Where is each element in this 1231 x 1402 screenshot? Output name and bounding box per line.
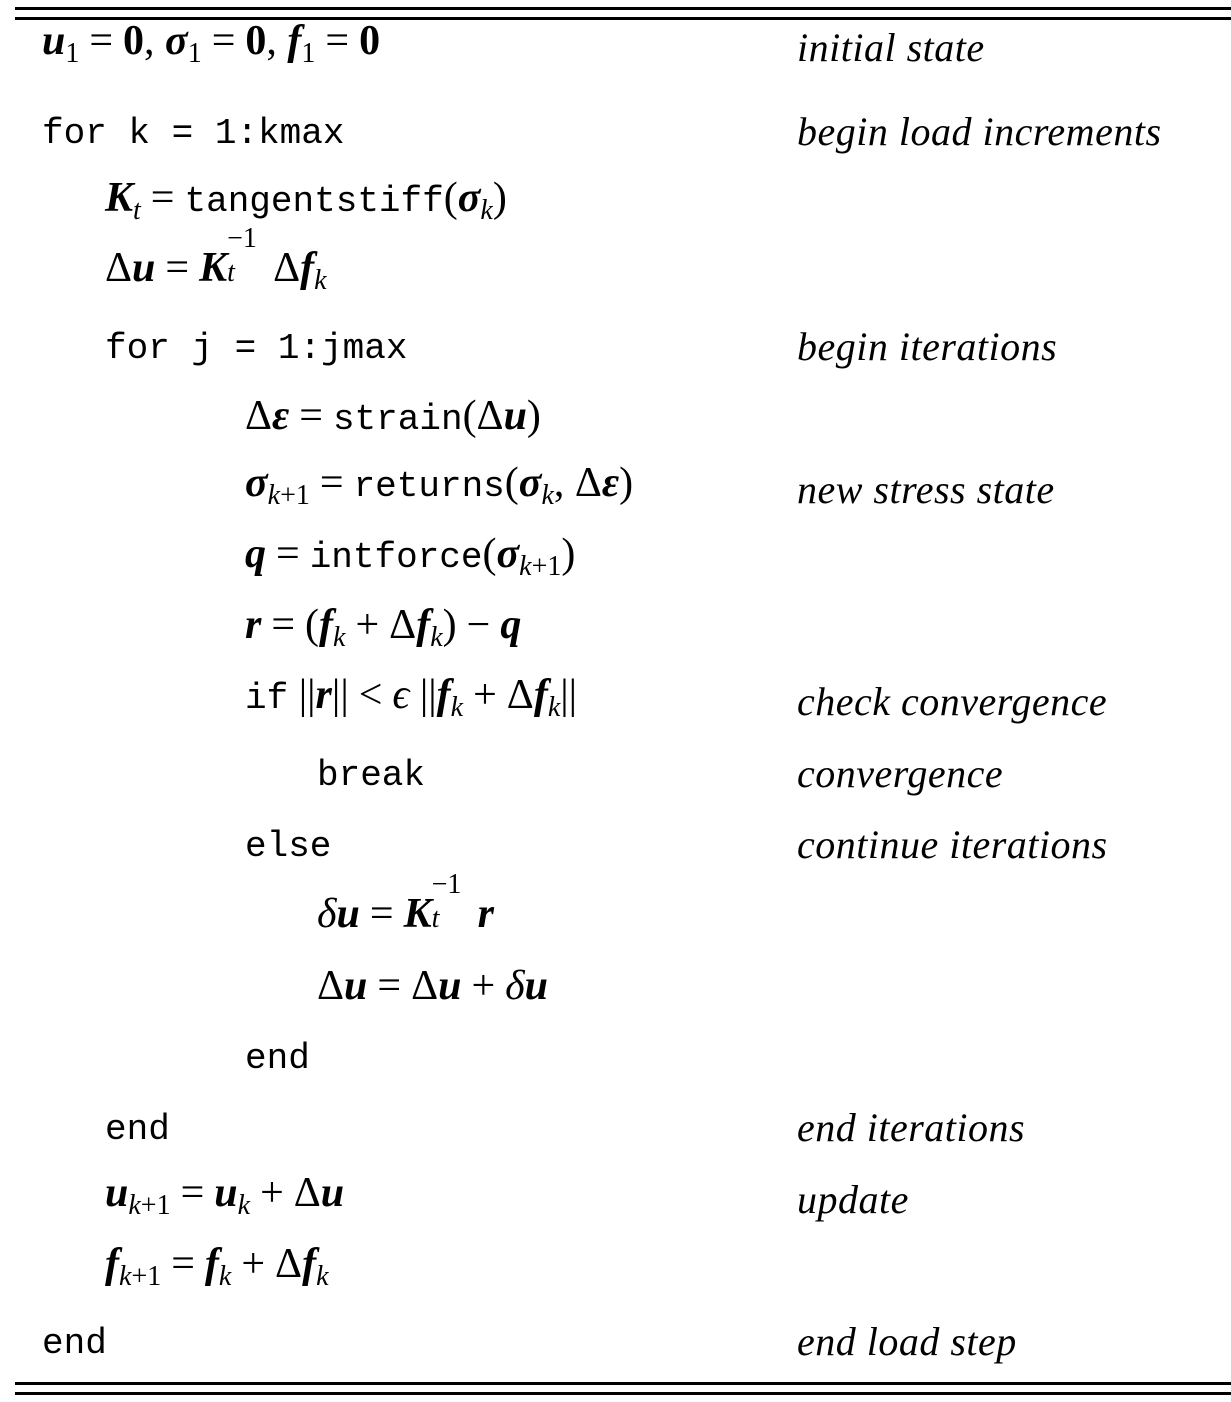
row-init — [0, 8, 1231, 68]
code-for-k: for k = 1:kmax — [42, 113, 345, 154]
row-end-if — [0, 1017, 1231, 1077]
row-update-f — [0, 1231, 1231, 1291]
code-strain: Δε = strain(Δu) — [245, 393, 541, 440]
comment-update: update — [797, 1177, 909, 1222]
code-end-if: end — [245, 1038, 310, 1079]
comment-end-load-step: end load step — [797, 1319, 1017, 1364]
code-end-j: end — [105, 1109, 170, 1150]
code-delta-u-update: Δu = Δu + δu — [317, 963, 549, 1009]
row-if — [0, 662, 1231, 722]
fn-returns: returns — [353, 466, 505, 507]
comment-end-iterations: end iterations — [797, 1105, 1026, 1150]
row-else — [0, 805, 1231, 865]
fn-tangentstiff: tangentstiff — [184, 181, 444, 222]
comment-convergence: convergence — [797, 751, 1004, 796]
row-update-u — [0, 1160, 1231, 1220]
row-residual — [0, 592, 1231, 652]
row-for-k — [0, 92, 1231, 152]
row-delta-small-u — [0, 869, 1231, 937]
comment-new-stress-state: new stress state — [797, 467, 1055, 512]
row-intforce — [0, 521, 1231, 581]
code-update-f: $f_k+1 = f_k + \Delta f_k$ — [105, 1241, 329, 1292]
code-init: u1 = 0, σ1 = 0, f1 = 0 — [42, 18, 381, 69]
row-break — [0, 734, 1231, 794]
row-for-j — [0, 307, 1231, 367]
kw-if: if — [245, 678, 289, 719]
code-update-u: $u_k+1 = u_k + \Delta u$ — [105, 1170, 345, 1221]
code-delta-u-init: Δu = K −1 t $\Delta f_k$ — [105, 223, 327, 296]
code-else: else — [245, 826, 332, 867]
fn-intforce: intforce — [309, 537, 483, 578]
code-tangent: $K_t$ = $tangentstiff(\sigma_k)$ — [105, 175, 507, 226]
bottom-rule-inner — [15, 1382, 1231, 1385]
row-tangent — [0, 165, 1231, 225]
row-delta-u-init — [0, 223, 1231, 296]
row-returns — [0, 450, 1231, 510]
comment-begin-iterations: begin iterations — [797, 324, 1058, 369]
comment-check-convergence: check convergence — [797, 679, 1108, 724]
row-end-k — [0, 1302, 1231, 1362]
code-delta-small-u: δu = K −1 t r — [317, 869, 494, 937]
comment-begin-load-increments: begin load increments — [797, 109, 1162, 154]
code-end-k: end — [42, 1323, 107, 1364]
comment-continue-iterations: continue iterations — [797, 822, 1108, 867]
code-residual: $r = (f_k + \Delta f_k) - q$ — [245, 602, 522, 653]
row-end-j — [0, 1088, 1231, 1148]
code-for-j: for j = 1:jmax — [105, 328, 408, 369]
row-strain — [0, 378, 1231, 438]
code-break: break — [317, 755, 426, 796]
comment-initial-state: initial state — [797, 25, 985, 70]
row-delta-u-update — [0, 947, 1231, 1007]
bottom-rule-outer — [15, 1392, 1231, 1395]
fn-strain: strain — [332, 399, 463, 440]
code-returns: $\sigma_k+1$ = $returns(\sigma_k$, Δε) — [245, 460, 634, 511]
code-intforce: $q = intforce(\sigma_k+1)$ — [245, 531, 576, 582]
code-if: if ||r|| < ϵ $||f_k + \Delta f_k||$ — [245, 672, 578, 723]
